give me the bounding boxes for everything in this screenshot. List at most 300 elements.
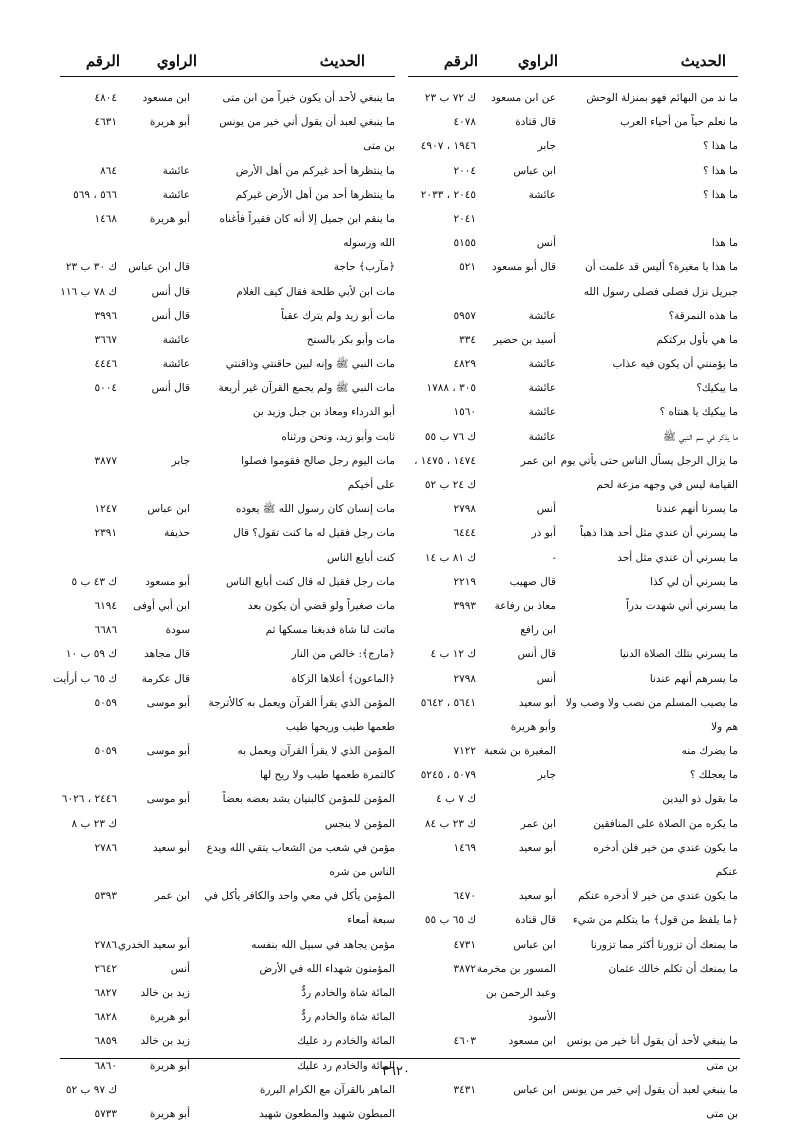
table-row [408, 716, 738, 740]
table-row [60, 619, 395, 643]
rawi-text: قال صهيب [509, 575, 556, 588]
hadith-text: المؤمن يأكل في معي واحد والكافر يأكل في [204, 890, 395, 903]
rawi-text: عن ابن مسعود [491, 92, 556, 104]
reference-number: ١٢٤٧ [94, 503, 117, 516]
reference-number: ٦٨٢٧ [94, 986, 117, 999]
table-row [408, 135, 738, 159]
rawi-text: أبو هريرة [149, 1011, 190, 1024]
hadith-text: مات وأبو بكر بالسنح [306, 333, 395, 346]
hadith-text: سبعة أمعاء [347, 914, 395, 927]
hadith-text: على أخيكم [347, 479, 395, 491]
hadith-text: أبو الدرداء ومعاذ بن جبل وزيد بن [252, 406, 395, 419]
reference-number: ٥٠٥٩ [94, 745, 117, 758]
hadith-text: ما ينبغي لأحد أن يقول أنا خير من يونس [566, 1035, 738, 1048]
table-row [408, 764, 738, 788]
reference-number: ك ٨١ ب ١٤ [424, 551, 476, 564]
hadith-text: ما ينتظرها أحد غيركم من أهل الأرض [235, 164, 395, 177]
hadith-text: مات النبي ﷺ ولم يجمع القرآن غير أربعة [218, 382, 395, 395]
table-row [408, 1030, 738, 1054]
table-row [60, 788, 395, 812]
right-rows [408, 87, 738, 1127]
reference-number: ٣٦٦٧ [94, 333, 117, 346]
table-row [60, 184, 395, 208]
hadith-text: ما هي بأول بركتكم [656, 333, 738, 346]
reference-number: ٥٣٩٣ [94, 890, 117, 903]
hadith-text: ما يمنعك أن تكلم خالك عثمان [608, 962, 738, 975]
hadith-text: ما يكون عندي من خير لا أدخره عنكم [578, 890, 738, 903]
rawi-text: أبو هريرة [149, 1107, 190, 1120]
table-row [408, 498, 738, 522]
rawi-text: قال أنس [151, 309, 190, 322]
rawi-text: أنس [536, 672, 556, 685]
header-rawi: الراوي [517, 52, 558, 70]
rawi-text: جابر [537, 140, 556, 153]
rawi-text: أبو سعيد [518, 841, 556, 854]
hadith-text: المؤمن لا ينجس [324, 817, 395, 830]
rawi-text: قال عكرمة [141, 672, 190, 685]
hadith-text: المبطون شهيد والمطعون شهيد [259, 1107, 395, 1120]
hadith-text: ما يقول ذو اليدين [662, 793, 738, 806]
column-header [60, 52, 395, 77]
table-row [60, 740, 395, 764]
hadith-text: بن متى [706, 1107, 738, 1120]
hadith-text: المائة شاة والخادم ردٌّ [301, 986, 395, 999]
table-row [408, 619, 738, 643]
table-row [60, 1006, 395, 1030]
reference-number: ٤٠٧٨ [453, 116, 476, 129]
hadith-text: ﴿مآرب﴾ حاجة [333, 261, 395, 274]
hadith-text: كالتمرة طعمها طيب ولا ريح لها [259, 769, 395, 782]
reference-number: ٦٦٨٦ [94, 624, 117, 637]
hadith-text: مات النبي ﷺ وإنه لبين حاقنتي وذاقنتي [225, 358, 395, 371]
table-row [408, 547, 738, 571]
reference-number: ك ٧٢ ب ٢٣ [424, 92, 476, 104]
header-hadith: الحديث [680, 52, 726, 70]
hadith-text: ما يعجلك ؟ [689, 769, 738, 782]
rawi-text: جابر [171, 454, 190, 467]
rawi-text: حذيفة [164, 527, 190, 540]
reference-number: ٣٩٩٣ [453, 599, 476, 612]
table-row [60, 885, 395, 909]
rawi-text: أنس [536, 503, 556, 516]
rawi-text: - [552, 551, 556, 564]
rawi-text: قال أبو مسعود [492, 261, 556, 274]
rawi-text: عائشة [528, 188, 556, 201]
hadith-text: ما يمنعك أن تزورنا أكثر مما تزورنا [590, 938, 738, 951]
rawi-text: ابن عمر [520, 817, 556, 830]
hadith-text: ما يزال الرجل يسأل الناس حتى يأتي يوم [560, 454, 738, 467]
hadith-text: ما يكره من الصلاة على المنافقين [593, 817, 738, 830]
hadith-text: عنكم [715, 866, 738, 878]
hadith-text: مات أبو زيد ولم يترك عقباً [281, 309, 395, 322]
hadith-text: الناس من شره [329, 866, 395, 878]
hadith-text: ما ينقم ابن جميل إلا أنه كان فقيراً فأغناه [219, 212, 395, 225]
rawi-text: قال أنس [517, 648, 556, 661]
hadith-text: ما يسرني أن عندي مثل أحد هذا ذهباً [580, 527, 738, 540]
reference-number: ١٤٦٩ [453, 841, 476, 854]
rawi-text: ابن عباس [147, 503, 190, 516]
table-row [408, 740, 738, 764]
hadith-text: ما يسرني أني شهدت بدراً [626, 599, 738, 612]
reference-number: ك ٢٤ ب ٥٢ [424, 479, 476, 491]
table-row [60, 692, 395, 716]
hadith-text: المؤمن الذي لا يقرأ القرآن ويعمل به [237, 745, 395, 758]
header-number: الرقم [443, 52, 478, 70]
table-row [60, 1079, 395, 1103]
reference-number: ٦١٩٤ [94, 599, 117, 612]
table-row [408, 160, 738, 184]
rawi-text: جابر [537, 769, 556, 782]
table-row [60, 982, 395, 1006]
reference-number: ٤٨٢٩ [453, 358, 476, 371]
reference-number: ٣٣٤ [459, 333, 476, 346]
reference-number: ٣٠٥ ، ١٧٨٨ [426, 382, 476, 395]
rawi-text: وأبو هريرة [510, 720, 556, 733]
hadith-text: ﴿مارج﴾: خالص من النار [291, 648, 395, 661]
table-row [60, 87, 395, 111]
table-row [60, 305, 395, 329]
table-row [60, 958, 395, 982]
column-header [408, 52, 738, 77]
reference-number: ٢٠٤٥ ، ٢٠٣٣ [420, 188, 476, 201]
table-row [60, 1103, 395, 1127]
table-row [408, 256, 738, 280]
table-row [408, 1079, 738, 1103]
reference-number: ٨٦٤ [100, 164, 117, 177]
header-number: الرقم [85, 52, 120, 70]
hadith-text: بن متى [706, 1059, 738, 1072]
table-row [408, 474, 738, 498]
table-row [408, 353, 738, 377]
rawi-text: سودة [165, 624, 190, 637]
reference-number: ١٤٧٤ ، ١٤٧٥ ، [414, 454, 476, 467]
hadith-text: ما ينتظرها أحد من أهل الأرض غيركم [235, 188, 395, 201]
hadith-text: مات صغيراً ولو قضي أن يكون بعد [247, 599, 395, 612]
reference-number: ٥١٥٥ [453, 237, 476, 250]
rawi-text: الأسود [528, 1011, 556, 1024]
table-row [408, 281, 738, 305]
reference-number: ٢٣٩١ [94, 527, 117, 540]
hadith-text: جبريل نزل فصلى فصلى رسول الله [583, 285, 738, 298]
table-row [60, 837, 395, 861]
table-row [60, 571, 395, 595]
rawi-text: عائشة [528, 309, 556, 322]
table-row [408, 982, 738, 1006]
rawi-text: قال قتادة [515, 116, 556, 129]
rawi-text: أبو موسى [146, 745, 190, 758]
reference-number: ٣٨٧٧ [94, 454, 117, 467]
rawi-text: أبو سعيد [518, 890, 556, 903]
table-row [408, 377, 738, 401]
table-row [60, 716, 395, 740]
hadith-text: ما يكون عندي من خير فلن أدخره [593, 841, 738, 854]
reference-number: ٢٧٨٦ [94, 938, 117, 951]
table-row [408, 885, 738, 909]
reference-number: ٥٧٣٣ [94, 1107, 117, 1120]
reference-number: ك ١٢ ب ٤ [430, 648, 476, 661]
table-row [60, 498, 395, 522]
reference-number: ٥٩٥٧ [453, 309, 476, 322]
hadith-text: الله ورسوله [343, 237, 395, 250]
reference-number: ١٩٤٦ ، ٤٩٠٧ [420, 140, 476, 153]
hadith-text: ما هذا ؟ [702, 140, 738, 153]
reference-number: ٥٦٦ ، ٥٦٩ [73, 188, 117, 201]
table-row [408, 837, 738, 861]
hadith-text: ما هذا يا مغيرة؟ أليس قد علمت أن [585, 261, 738, 274]
header-rawi: الراوي [156, 52, 197, 70]
rawi-text: أبو هريرة [149, 116, 190, 129]
reference-number: ٤٨٠٤ [94, 92, 117, 104]
hadith-text: المؤمن الذي يقرأ القرآن ويعمل به كالأترجة [208, 696, 395, 709]
reference-number: ٧١٢٢ [453, 745, 476, 758]
reference-number: ٤٤٤٦ [94, 358, 117, 371]
reference-number: ٥٠٧٩ ، ٥٢٤٥ [420, 769, 476, 782]
rawi-text: أبو سعيد الخدري [117, 938, 190, 951]
reference-number: ٥٦٤١ ، ٥٦٤٢ [420, 696, 476, 709]
rawi-text: عائشة [162, 333, 190, 346]
rawi-text: ابن عباس [513, 938, 556, 951]
table-row [53, 668, 395, 692]
reference-number: ٥٢١ [459, 261, 476, 274]
table-row [60, 595, 395, 619]
hadith-text: مؤمن يجاهد في سبيل الله بنفسه [251, 938, 395, 951]
hadith-text: ما ينبغي لعبد أن يقول أني خير من يونس [219, 116, 395, 129]
hadith-text: مات إنسان كان رسول الله ﷺ يعوده [235, 503, 395, 516]
hadith-text: كنت أبايع الناس [326, 551, 395, 564]
table-row [60, 547, 395, 571]
table-row [408, 87, 738, 111]
table-row [408, 1006, 738, 1030]
footer-divider [60, 1058, 740, 1059]
reference-number: ٢٠٤١ [453, 212, 476, 225]
table-row [60, 1030, 395, 1054]
hadith-text: ما هذا ؟ [702, 164, 738, 177]
table-row [408, 111, 738, 135]
hadith-text: مات ابن لأبي طلحة فقال كيف الغلام [236, 285, 395, 298]
table-row [408, 450, 738, 474]
reference-number: ٤٦٣١ [94, 116, 117, 129]
reference-number: ك ٦٥ ب أرأيت [53, 672, 117, 685]
table-row [408, 934, 738, 958]
reference-number: ك ٩٧ ب ٥٢ [65, 1083, 117, 1096]
table-row [408, 958, 738, 982]
hadith-text: مؤمن في شعب من الشعاب يتقي الله ويدع [206, 841, 395, 854]
rawi-text: قال ابن عباس [128, 261, 190, 274]
reference-number: ك ٧٦ ب ٥٥ [424, 430, 476, 443]
reference-number: ١٥٦٠ [453, 406, 476, 419]
reference-number: ٢٧٨٦ [94, 841, 117, 854]
rawi-text: عائشة [528, 358, 556, 371]
hadith-text: مات اليوم رجل صالح فقوموا فصلوا [241, 454, 395, 467]
table-row [408, 909, 738, 933]
hadith-text: ما ند من البهائم فهو بمنزلة الوحش [586, 92, 738, 104]
rawi-text: عائشة [528, 430, 556, 443]
reference-number: ٤٧٣١ [453, 938, 476, 951]
reference-number: ٢٦٤٢ [94, 962, 117, 975]
reference-number: ك ٥٩ ب ١٠ [65, 648, 117, 661]
reference-number: ك ٢٣ ب ٨ [71, 817, 117, 830]
table-row [60, 764, 395, 788]
table-row [408, 668, 738, 692]
rawi-text: عائشة [162, 358, 190, 371]
hadith-text: ما يضرك منه [681, 745, 738, 758]
hadith-text: ﴿ما يلفظ من قول﴾ ما يتكلم من شيء [572, 914, 738, 927]
reference-number: ٦٨٢٨ [94, 1011, 117, 1024]
reference-number: ١٤٦٨ [94, 212, 117, 225]
hadith-text: ما يؤمنني أن يكون فيه عذاب [612, 358, 738, 371]
hadith-text: ما يذكر في سم النبي ﷺ [663, 430, 738, 443]
table-row [60, 813, 395, 837]
reference-number: ٦٨٥٩ [94, 1035, 117, 1048]
hadith-text: ﴿الماعون﴾ أعلاها الزكاة [291, 672, 395, 685]
hadith-text: ما هذا ؟ [702, 188, 738, 201]
table-row [60, 281, 395, 305]
table-row [60, 450, 395, 474]
reference-number: ٢٠٠٤ [453, 164, 476, 177]
reference-number: ك ٧ ب ٤ [436, 793, 476, 806]
hadith-text: ما هذا [711, 237, 738, 250]
hadith-text: القيامة ليس في وجهه مزعة لحم [596, 479, 738, 491]
hadith-text: ما ينبغي لأحد أن يكون خيراً من ابن متى [222, 92, 395, 104]
rawi-text: ابن مسعود [142, 92, 190, 104]
table-row [60, 426, 395, 450]
table-row [408, 692, 738, 716]
table-row [408, 329, 738, 353]
reference-number: ك ٣٠ ب ٢٣ [65, 261, 117, 274]
rawi-text: أنس [536, 237, 556, 250]
reference-number: ٥٠٠٤ [94, 382, 117, 395]
table-row [408, 595, 738, 619]
rawi-text: وعبد الرحمن بن [485, 986, 556, 999]
rawi-text: عائشة [528, 382, 556, 395]
rawi-text: المغيرة بن شعبة [484, 745, 556, 758]
table-row [408, 571, 738, 595]
hadith-text: المؤمنون شهداء الله في الأرض [259, 962, 395, 975]
rawi-text: أبو هريرة [149, 1059, 190, 1072]
reference-number: ٣٩٩٦ [94, 309, 117, 322]
hadith-text: ما ينبغي لعبد أن يقول إني خير من يونس [562, 1083, 738, 1096]
rawi-text: أبو موسى [146, 696, 190, 709]
table-row [408, 232, 738, 256]
hadith-text: المائة والخادم رد عليك [297, 1059, 395, 1072]
table-row [60, 643, 395, 667]
table-row [408, 522, 738, 546]
table-row [408, 1103, 738, 1127]
reference-number: ٦٤٤٤ [453, 527, 476, 540]
table-row [60, 111, 395, 135]
table-row [60, 135, 395, 159]
reference-number: ك ٦٥ ب ٥٥ [424, 914, 476, 927]
hadith-text: المائة والخادم رد عليك [297, 1035, 395, 1048]
table-row [60, 160, 395, 184]
table-row [60, 256, 395, 280]
reference-number: ٦٤٧٠ [453, 890, 476, 903]
hadith-text: ما نعلم حياً من أحياء العرب [619, 116, 738, 129]
rawi-text: المسور بن مخرمة [476, 962, 556, 975]
hadith-text: ما يصيب المسلم من نصب ولا وصب ولا [565, 696, 738, 709]
table-row [408, 208, 738, 232]
reference-number: ٥٠٥٩ [94, 696, 117, 709]
hadith-text: المؤمن للمؤمن كالبنيان يشد بعضه بعضاً [222, 793, 395, 806]
rawi-text: قال قتادة [515, 914, 556, 927]
reference-number: ٢٢١٩ [453, 575, 476, 588]
hadith-text: مات رجل فقيل له قال كنت أبايع الناس [225, 575, 395, 588]
hadith-text: ما يسرنا أنهم عندنا [656, 503, 738, 516]
hadith-text: طعمها طيب وريحها طيب [285, 720, 395, 733]
reference-number: ٣٤٣١ [453, 1083, 476, 1096]
rawi-text: قال أنس [151, 382, 190, 395]
hadith-text: المائة شاة والخادم ردٌّ [301, 1011, 395, 1024]
left-column [53, 52, 395, 1127]
table-row [60, 208, 395, 232]
rawi-text: زيد بن خالد [140, 986, 190, 999]
table-row [60, 861, 395, 885]
left-rows [53, 87, 395, 1127]
hadith-text: ثابت وأبو زيد، ونحن ورثناه [281, 430, 395, 443]
reference-number: ٢٧٩٨ [453, 503, 476, 516]
table-row [60, 909, 395, 933]
hadith-text: مات رجل فقيل له ما كنت تقول؟ قال [233, 527, 395, 540]
reference-number: ٢٤٤٦ ، ٦٠٢٦ [61, 793, 117, 806]
reference-number: ٢٧٩٨ [453, 672, 476, 685]
hadith-text: ماتت لنا شاة فدبغنا مسكها ثم [265, 624, 395, 637]
table-row [60, 522, 395, 546]
table-row [60, 377, 395, 401]
reference-number: ك ٤٣ ب ٥ [71, 575, 117, 588]
rawi-text: ابن رافع [520, 624, 556, 637]
table-row [408, 788, 738, 812]
rawi-text: قال أنس [151, 285, 190, 298]
rawi-text: عائشة [162, 188, 190, 201]
hadith-text: ما يسرني بتلك الصلاة الدنيا [619, 648, 738, 661]
hadith-text: ما يبكيك؟ [696, 382, 738, 395]
rawi-text: ابن أبي أوفى [133, 599, 190, 612]
table-row [60, 353, 395, 377]
header-hadith: الحديث [319, 52, 365, 70]
rawi-text: معاذ بن رفاعة [494, 599, 556, 612]
rawi-text: عائشة [162, 164, 190, 177]
rawi-text: أبو مسعود [145, 575, 190, 588]
table-row [60, 232, 395, 256]
table-row [408, 861, 738, 885]
hadith-text: ما يسرهم أنهم عندنا [649, 672, 738, 685]
hadith-text: ما يسرني أن عندي مثل أحد [617, 551, 738, 564]
hadith-text: هم ولا [711, 720, 738, 733]
rawi-text: أنس [170, 962, 190, 975]
table-row [60, 401, 395, 425]
reference-number: ٦٨٦٠ [94, 1059, 117, 1072]
reference-number: ٤٦٠٣ [453, 1035, 476, 1048]
table-row [408, 401, 738, 425]
rawi-text: أبو سعيد [152, 841, 190, 854]
hadith-text: ما يسرني أن لي كذا [650, 575, 738, 588]
rawi-text: ابن عمر [154, 890, 190, 903]
table-row [408, 643, 738, 667]
reference-number: ك ٧٨ ب ١١٦ [60, 285, 117, 298]
table-row [60, 934, 395, 958]
rawi-text: ابن عباس [513, 164, 556, 177]
rawi-text: عائشة [528, 406, 556, 419]
table-row [60, 329, 395, 353]
rawi-text: أسيد بن حضير [493, 333, 556, 346]
rawi-text: ابن عباس [513, 1083, 556, 1096]
reference-number: ك ٢٣ ب ٨٤ [424, 817, 476, 830]
table-row [408, 305, 738, 329]
page-number: ٣٦٢٠ [382, 1064, 410, 1079]
right-column [408, 52, 738, 1127]
rawi-text: أبو سعيد [518, 696, 556, 709]
rawi-text: أبو موسى [146, 793, 190, 806]
